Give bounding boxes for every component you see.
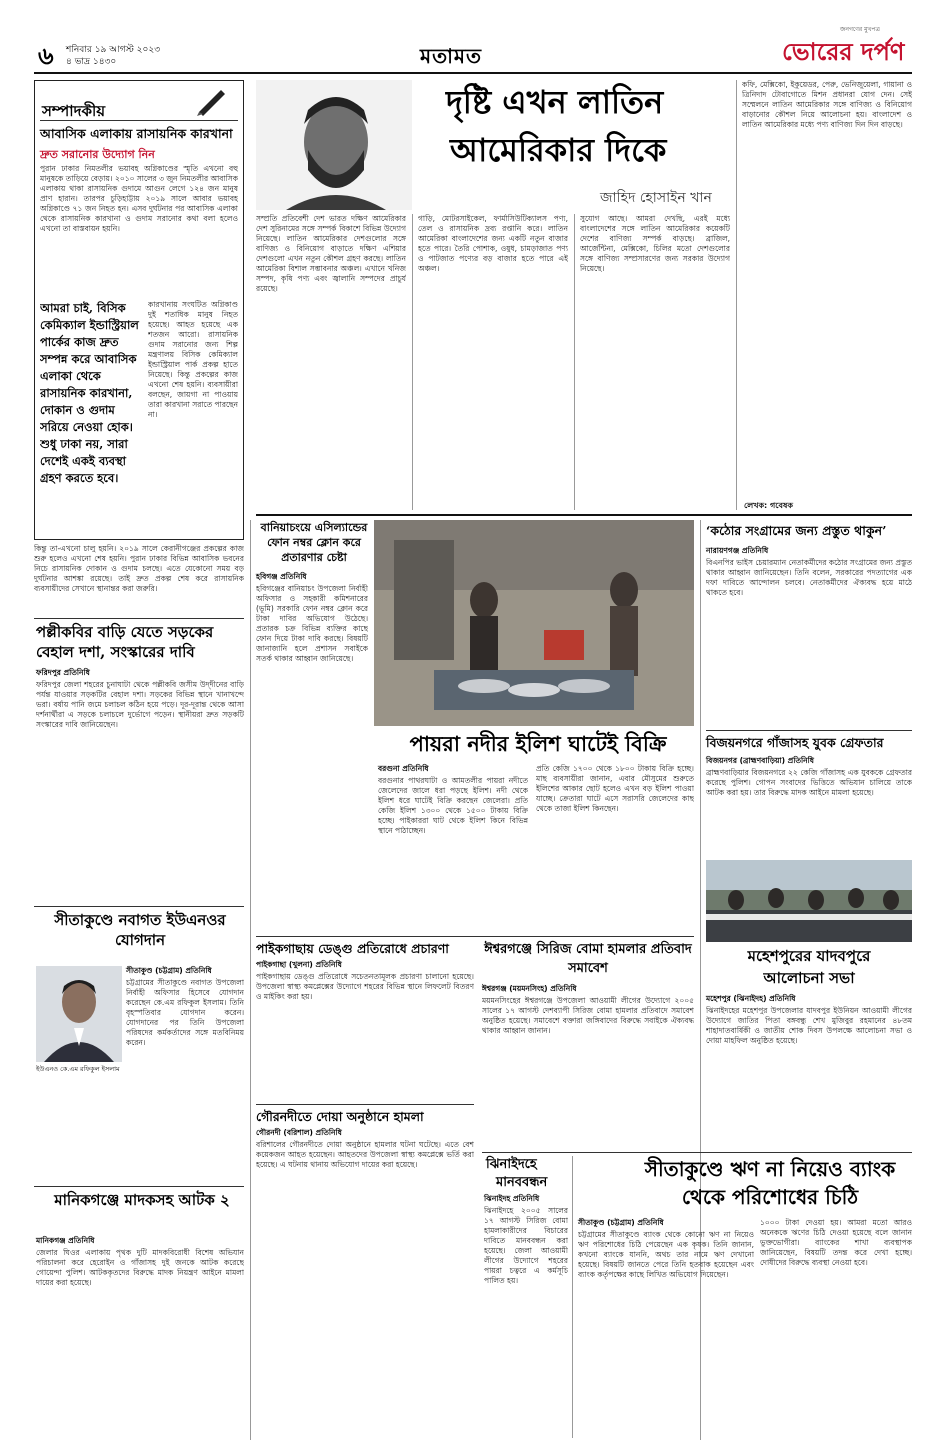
sitakunda-uno-title: সীতাকুণ্ডে নবাগত ইউএনওর যোগদান	[54, 911, 226, 949]
kothor-byline: নারায়ণগঞ্জ প্রতিনিধি	[706, 546, 769, 555]
kothor-title: ‘কঠোর সংগ্রামের জন্য প্রস্তুত থাকুন’	[706, 523, 887, 538]
sitakunda-bank-body-2: ১০০০ টাকা দেওয়া হয়। আমরা মতো আরও অনেককে ঋণের চিঠি দেওয়া হয়েছে বলে জানান ভুক্তভোগীরা। ব্যাংকের শাখা ব্যবস্থাপক জানিয়েছেন, বিষয়টি তদন্ত করে দেখা হচ্ছে। দোষীদের বিরুদ্ধে ব্যবস্থা নেওয়া হবে।	[760, 1218, 912, 1267]
moheshpur-title-2: আলোচনা সভা	[763, 969, 855, 987]
baniachong-byline: হবিগঞ্জ প্রতিনিধি	[256, 572, 307, 581]
jhenaidah-title-2: মানববন্ধন	[496, 1175, 548, 1190]
editorial-tail: কিন্তু তা-এখনো চালু হয়নি। ২০১৯ সালে কেরানীগঞ্জের প্রকল্পের কাজ শুরু হলেও এখনো শেষ হয়নি। পুরান ঢাকার বিভিন্ন আবাসিক ভবনের নিচে রাসায়নিক দোকান ও গুদাম চলছে। এতে যেকোনো সময় বড় দুর্ঘটনার আশঙ্কা রয়েছে। তাই দ্রুত প্রকল্প শেষ করে রাসায়নিক ব্যবসায়ীদের সেখানে স্থানান্তর করা জরুরি।	[34, 544, 244, 593]
divider	[250, 520, 251, 1440]
feature-title-line-1: দৃষ্টি এখন লাতিন	[446, 83, 664, 121]
jhenaidah-body: ঝিনাইদহে ২০০৫ সালের ১৭ আগস্ট সিরিজ বোমা হামলাকারীদের বিচারের দাবিতে মানববন্ধন করা হয়েছে। জেলা আওয়ামী লীগের উদ্যোগে শহরের পায়রা চত্বরে এ কর্মসূচি পালিত হয়।	[484, 1206, 568, 1285]
gournadi-byline: গৌরনদী (বরিশাল) প্রতিনিধি	[256, 1128, 342, 1137]
moheshpur-photo	[706, 860, 912, 942]
sitakunda-uno-byline: সীতাকুণ্ড (চট্টগ্রাম) প্রতিনিধি	[126, 966, 212, 975]
gournadi-title: গৌরনদীতে দোয়া অনুষ্ঠানে হামলা	[256, 1109, 424, 1124]
date-line-2: ৪ ভাদ্র ১৪৩০	[66, 57, 117, 67]
manikganj-title: মানিকগঞ্জে মাদকসহ আটক ২	[54, 1191, 230, 1209]
editorial-rule	[40, 120, 238, 121]
divider	[412, 214, 413, 510]
moheshpur-body: ঝিনাইদহের মহেশপুর উপজেলার যাদবপুর ইউনিয়ন আওয়ামী লীগের উদ্যোগে জাতির পিতা বঙ্গবন্ধু শেখ মুজিবুর রহমানের ৪৮তম শাহাদাতবার্ষিকী ও জাতীয় শোক দিবস উপলক্ষে আলোচনা সভা ও দোয়া মাহফিল অনুষ্ঠিত হয়েছে।	[706, 1006, 912, 1045]
editorial-label: সম্পাদকীয়	[42, 102, 106, 120]
feature-col-4: কফি, মেক্সিকো, ইকুয়েডর, পেরু, ভেনিজুয়েলা, গায়ানা ও ত্রিনিদাদ টোবাগোতে মিশন প্রধানরা যোগ দেন। সেই সম্মেলনে লাতিন আমেরিকার সঙ্গে বাণিজ্য ও বিনিয়োগ বাড়ানোর কৌশল নিয়ে আলোচনা হয়। বাংলাদেশ ও লাতিন আমেরিকার মধ্যে পণ্য বাণিজ্য দিন দিন বাড়ছে।	[742, 80, 912, 129]
divider	[736, 80, 737, 510]
paikgachha-body: পাইকগাছায় ডেঙ্গু প্রতিরোধে সচেতনতামূলক প্রচারণা চালানো হয়েছে। উপজেলা স্বাস্থ্য কমপ্লেক্সের উদ্যোগে শহরের বিভিন্ন স্থানে লিফলেট বিতরণ ও মাইকিং করা হয়।	[256, 972, 474, 1001]
author-photo	[256, 80, 412, 210]
editorial-intro: পুরান ঢাকার নিমতলীর ভয়াবহ অগ্নিকাণ্ডের স্মৃতি এখনো বহু মানুষকে তাড়িয়ে বেড়ায়। ২০১০ সালের ৩ জুন নিমতলীর আবাসিক এলাকায় থাকা রাসায়নিক গুদামে আগুন লেগে ১২৪ জন মানুষ প্রাণ হারান। তারপর চুড়িহাট্টায় ২০১৯ সালে আবার ভয়াবহ অগ্নিকাণ্ডে ৭১ জন নিহত হন। এসব দুর্ঘটনার পর আবাসিক এলাকা থেকে রাসায়নিক কারখানা ও গুদাম সরানোর কথা বলা হলেও এখনো তা বাস্তবায়ন হয়নি।	[40, 164, 238, 233]
paikgachha-byline: পাইকগাছা (খুলনা) প্রতিনিধি	[256, 960, 342, 969]
feature-title-line-2: আমেরিকার দিকে	[450, 131, 667, 169]
date-line-1: শনিবার ১৯ আগস্ট ২০২৩	[66, 45, 161, 55]
feature-author: জাহিদ হোসাইন খান	[600, 190, 712, 206]
paper-name: ভোরের দর্পণ	[782, 37, 905, 66]
divider	[256, 936, 694, 937]
paper-tagline: জনগণের মুখপত্র	[840, 26, 880, 33]
pen-icon	[195, 86, 229, 116]
sitakunda-bank-byline: সীতাকুণ্ড (চট্টগ্রাম) প্রতিনিধি	[578, 1218, 664, 1227]
payra-title: পায়রা নদীর ইলিশ ঘাটেই বিক্রি	[409, 731, 667, 756]
bijoynagar-body: ব্রাহ্মণবাড়িয়ার বিজয়নগরে ২২ কেজি গাঁজাসহ এক যুবককে গ্রেফতার করেছে পুলিশ। গোপন সংবাদের ভিত্তিতে অভিযান চালিয়ে তাকে আটক করা হয়। তার বিরুদ্ধে মাদক আইনে মামলা হয়েছে।	[706, 768, 912, 797]
uno-caption: ইউএনও কে.এম রফিকুল ইসলাম	[36, 1065, 120, 1073]
bijoynagar-title: বিজয়নগরে গাঁজাসহ যুবক গ্রেফতার	[706, 735, 884, 750]
section-title: মতামত	[420, 44, 483, 68]
payra-body: বরগুনার পাথরঘাটা ও আমতলীর পায়রা নদীতে জেলেদের জালে ধরা পড়ছে ইলিশ। নদী থেকে ইলিশ ধরে ঘাটেই বিক্রি করছেন জেলেরা। প্রতি কেজি ইলিশ ১৩০০ থেকে ১৫০০ টাকায় বিক্রি হচ্ছে। পাইকাররা ঘাট থেকে ইলিশ কিনে বিভিন্ন স্থানে পাঠাচ্ছেন।	[378, 776, 528, 835]
manikganj-body: জেলার ঘিওর এলাকায় পৃথক দুটি মাদকবিরোধী বিশেষ অভিযান পরিচালনা করে হেরোইন ও গাঁজাসহ দুই জনকে আটক করেছে গোয়েন্দা পুলিশ। আটককৃতদের বিরুদ্ধে মাদক নিয়ন্ত্রণ আইনে মামলা দায়ের করা হয়েছে।	[36, 1248, 244, 1287]
paikgachha-title: পাইকগাছায় ডেঙ্গু প্রতিরোধে প্রচারণা	[256, 941, 449, 956]
feature-col-3: সুযোগ আছে। আমরা দেখছি, এরই মধ্যে বাংলাদেশের সঙ্গে লাতিন আমেরিকার কয়েকটি দেশের বাণিজ্য সম্পর্ক বাড়ছে। ব্রাজিল, আর্জেন্টিনা, মেক্সিকো, চিলির মতো দেশগুলোর সঙ্গে বাণিজ্য সম্প্রসারণের জন্য সরকার উদ্যোগ নিয়েছে।	[580, 214, 730, 273]
feature-writer-label: লেখক: গবেষক	[744, 501, 793, 510]
sitakunda-uno-body: চট্টগ্রামের সীতাকুণ্ডে নবাগত উপজেলা নির্বাহী অফিসার হিসেবে যোগদান করেছেন কে.এম রফিকুল ইসলাম। তিনি বৃহস্পতিবার যোগদান করেন। যোগদানের পর তিনি উপজেলা পরিষদের কর্মকর্তাদের সঙ্গে মতবিনিময় করেন।	[126, 978, 244, 1047]
payra-photo	[374, 520, 694, 726]
divider	[706, 730, 912, 731]
divider	[34, 618, 244, 619]
editorial-title: আবাসিক এলাকায় রাসায়নিক কারখানা	[40, 126, 233, 141]
masthead	[0, 0, 945, 76]
baniachong-title: বানিয়াচংয়ে এসিল্যান্ডের ফোন নম্বর ক্লোন করে প্রতারণার চেষ্টা	[260, 521, 368, 564]
divider	[572, 1156, 573, 1438]
payra-byline: বরগুনা প্রতিনিধি	[378, 764, 429, 773]
manikganj-byline: মানিকগঞ্জ প্রতিনিধি	[36, 1236, 95, 1245]
ishwarganj-title: ঈশ্বরগঞ্জে সিরিজ বোমা হামলার প্রতিবাদ সমাবেশ	[484, 942, 692, 976]
divider	[256, 1104, 474, 1105]
divider	[578, 1152, 912, 1153]
palli-body: ফরিদপুর জেলা শহরের চুনাঘাটা থেকে পল্লীকবি জসীম উদ্‌দীনের বাড়ি পর্যন্ত যাওয়ার সড়কটির বেহাল দশা। সড়কের বিভিন্ন স্থানে খানাখন্দে ভরা। বর্ষায় পানি জমে চলাচল কঠিন হয়ে পড়ে। দূর-দূরান্ত থেকে আসা দর্শনার্থীরা এ সড়কে চলাচলে দুর্ভোগে পড়েন। স্থানীয়রা দ্রুত সড়কটি সংস্কারের দাবি জানিয়েছেন।	[36, 680, 244, 729]
baniachong-body: হবিগঞ্জের বানিয়াচং উপজেলা নির্বাহী অফিসার ও সহকারী কমিশনারের (ভূমি) সরকারি ফোন নম্বর ক্লোন করে টাকা দাবির অভিযোগ উঠেছে। প্রতারক চক্র বিভিন্ন ব্যক্তির কাছে ফোন দিয়ে টাকা দাবি করছে। বিষয়টি জানাজানি হলে প্রশাসন সবাইকে সতর্ক থাকার আহ্বান জানিয়েছে।	[256, 584, 368, 663]
uno-photo	[36, 966, 122, 1062]
moheshpur-title-1: মহেশপুরের যাদবপুরে	[747, 947, 871, 965]
jhenaidah-byline: ঝিনাইদহ প্রতিনিধি	[484, 1194, 540, 1203]
jhenaidah-title-1: ঝিনাইদহে	[486, 1157, 537, 1172]
editorial-subtitle: দ্রুত সরানোর উদ্যোগ নিন	[40, 148, 155, 161]
sitakunda-bank-title-1: সীতাকুণ্ডে ঋণ না নিয়েও ব্যাংক	[644, 1157, 896, 1181]
gournadi-body: বরিশালের গৌরনদীতে দোয়া অনুষ্ঠানে হামলার ঘটনা ঘটেছে। এতে বেশ কয়েকজন আহত হয়েছেন। আহতদের উপজেলা স্বাস্থ্য কমপ্লেক্সে ভর্তি করা হয়েছে। এ ঘটনায় থানায় অভিযোগ দায়ের করা হয়েছে।	[256, 1140, 474, 1169]
payra-body-2: প্রতি কেজি ১৭০০ থেকে ১৮০০ টাকায় বিক্রি হচ্ছে। মাছ ব্যবসায়ীরা জানান, এবার মৌসুমের শুরুতে ইলিশের আকার ছোট হলেও এখন বড় ইলিশ পাওয়া যাচ্ছে। ক্রেতারা ঘাটে এসে সরাসরি জেলেদের কাছ থেকে তাজা ইলিশ কিনছেন।	[536, 764, 694, 813]
ishwarganj-byline: ঈশ্বরগঞ্জ (ময়মনসিংহ) প্রতিনিধি	[482, 984, 577, 993]
palli-byline: ফরিদপুর প্রতিনিধি	[36, 668, 90, 677]
masthead-rule	[34, 72, 912, 74]
editorial-side-text: কারখানায় সংঘটিত অগ্নিকাণ্ড দুই শতাধিক মানুষ নিহত হয়েছে। আহত হয়েছে এক শতজন আরো। রাসায়নিক গুদাম সরানোর জন্য শিল্প মন্ত্রণালয় বিসিক কেমিক্যাল ইন্ডাস্ট্রিয়াল পার্ক প্রকল্প হাতে নিয়েছে। কিন্তু প্রকল্পের কাজ এখনো শেষ হয়নি। ব্যবসায়ীরা বলছেন, জায়গা না পাওয়ায় তারা কারখানা সরাতে পারছেন না।	[148, 300, 238, 419]
kothor-body: বিএনপির ভাইস চেয়ারম্যান নেতাকর্মীদের কঠোর সংগ্রামের জন্য প্রস্তুত থাকার আহ্বান জানিয়েছেন। তিনি বলেন, সরকারের পদত্যাগের এক দফা দাবিতে আন্দোলন চলবে। নেতাকর্মীদের ঐক্যবদ্ধ হয়ে মাঠে থাকতে হবে।	[706, 558, 912, 597]
bijoynagar-byline: বিজয়নগর (ব্রাহ্মণবাড়িয়া) প্রতিনিধি	[706, 756, 814, 765]
moheshpur-byline: মহেশপুর (ঝিনাইদহ) প্রতিনিধি	[706, 994, 796, 1003]
divider	[574, 214, 575, 510]
divider	[34, 1186, 244, 1187]
ishwarganj-body: ময়মনসিংহের ঈশ্বরগঞ্জে উপজেলা আওয়ামী লীগের উদ্যোগে ২০০৫ সালের ১৭ আগস্ট দেশব্যাপী সিরিজ বোমা হামলার প্রতিবাদে সমাবেশ অনুষ্ঠিত হয়েছে। সমাবেশে বক্তারা জঙ্গিবাদের বিরুদ্ধে সবাইকে ঐক্যবদ্ধ থাকার আহ্বান জানান।	[482, 996, 694, 1035]
sitakunda-bank-title-2: থেকে পরিশোধের চিঠি	[681, 1185, 859, 1209]
feature-col-2: গাড়ি, মোটরসাইকেল, ফার্মাসিউটিক্যালস পণ্য, তেল ও রাসায়নিক দ্রব্য রপ্তানি করে। লাতিন আমেরিকা বাংলাদেশের জন্য একটি নতুন বাজার হতে পারে। তৈরি পোশাক, ওষুধ, চামড়াজাত পণ্য ও পাটজাত পণ্যের বড় বাজার হতে পারে এই অঞ্চল।	[418, 214, 568, 273]
divider	[34, 906, 244, 907]
feature-col-1: সম্প্রতি প্রতিবেশী দেশ ভারত দক্ষিণ আমেরিকার দেশ সুরিনামের সঙ্গে সম্পর্ক বিকাশে বিভিন্ন উদ্যোগ নিয়েছে। লাতিন আমেরিকার দেশগুলোর সঙ্গে বাণিজ্য ও বিনিয়োগ বাড়াতে দক্ষিণ এশিয়ার দেশগুলো এখন নতুন কৌশল গ্রহণ করছে। লাতিন আমেরিকা বিশাল সম্ভাবনার অঞ্চল। এখানে খনিজ সম্পদ, কৃষি পণ্য এবং জ্বালানি সম্পদের প্রাচুর্য রয়েছে।	[256, 214, 406, 293]
page-number: ৬	[38, 41, 54, 70]
palli-title: পল্লীকবির বাড়ি যেতে সড়কের বেহাল দশা, সংস্কারের দাবি	[36, 623, 214, 661]
feature-bottom-rule	[256, 514, 912, 516]
editorial-pullquote: আমরা চাই, বিসিক কেমিক্যাল ইন্ডাস্ট্রিয়াল পার্কের কাজ দ্রুত সম্পন্ন করে আবাসিক এলাকা থেকে রাসায়নিক কারখানা, দোকান ও গুদাম সরিয়ে নেওয়া হোক। শুধু ঢাকা নয়, সারা দেশেই একই ব্যবস্থা গ্রহণ করতে হবে।	[40, 301, 139, 485]
sitakunda-bank-body: চট্টগ্রামের সীতাকুণ্ডে ব্যাংক থেকে কোনো ঋণ না নিয়েও ঋণ পরিশোধের চিঠি পেয়েছেন এক কৃষক। তিনি জানান, কখনো ব্যাংকে যাননি, অথচ তার নামে ঋণ দেখানো হয়েছে। বিষয়টি জানতে পেরে তিনি হতবাক হয়েছেন এবং ব্যাংক কর্তৃপক্ষের কাছে লিখিত অভিযোগ দিয়েছেন।	[578, 1230, 754, 1279]
